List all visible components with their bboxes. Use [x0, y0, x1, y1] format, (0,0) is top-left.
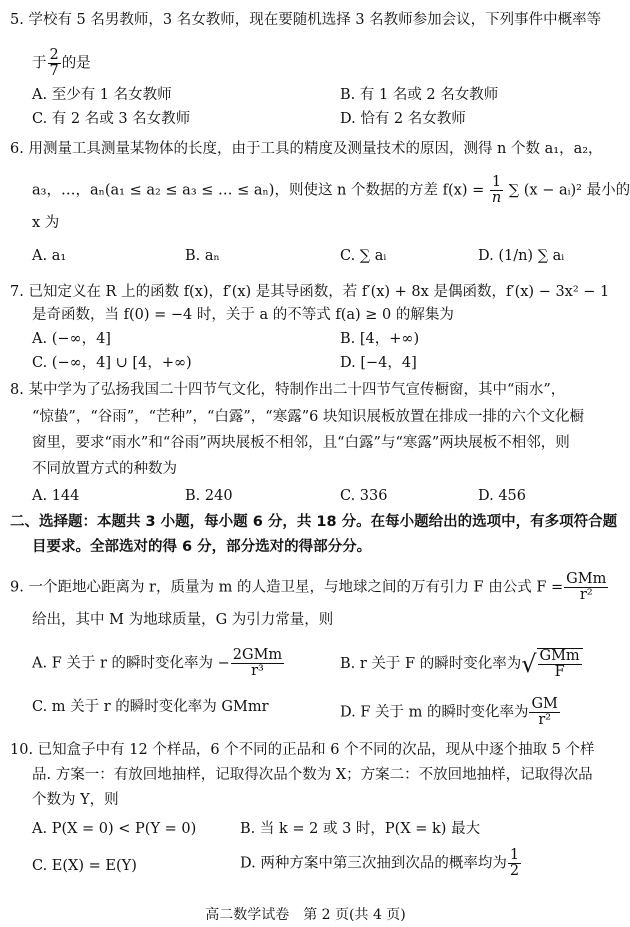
q9-option-d-numerator: GM: [531, 696, 558, 712]
q7-option-c: C. (−∞，4] ∪ [4，+∞): [32, 355, 192, 371]
q9-formula-denominator: r²: [579, 587, 593, 604]
q9-option-b-sqrt: √ $\frac{\text{GMm}}{F}$: [521, 648, 582, 680]
q9-option-b-numerator: GMm: [539, 648, 580, 664]
q8-stem-line2: “惊蛰”，“谷雨”，“芒种”，“白露”，“寒露”6 块知识展板放置在排成一排的六个文化橱: [32, 409, 584, 425]
q6-option-c: C. ∑ aᵢ: [340, 248, 387, 264]
q10-option-a: A. P(X = 0) < P(Y = 0): [32, 821, 197, 837]
q9-stem-line1: [10, 572, 609, 603]
q10-stem-line2: 品. 方案一：有放回地抽样，记取得次品个数为 X；方案二：不放回地抽样，记取得次品: [32, 767, 593, 783]
q7-option-b: B. [4，+∞): [340, 331, 420, 347]
q10-option-d-text: D. 两种方案中第三次抽到次品的概率均为: [240, 855, 507, 872]
q6-option-d: D. (1/n) ∑ aᵢ: [478, 248, 565, 264]
q8-option-d: D. 456: [478, 488, 527, 504]
q5-frac-numerator: 2: [49, 47, 59, 63]
q9-option-a-numerator: 2GMm: [232, 647, 283, 663]
q6-stem-line2: [32, 175, 630, 206]
q10-option-c: C. E(X) = E(Y): [32, 858, 137, 874]
q8-option-b: B. 240: [185, 488, 233, 504]
q10-option-d-numerator: 1: [509, 847, 520, 863]
q8-stem-line3: 窗里，要求“雨水”和“谷雨”两块展板不相邻，且“白露”与“寒露”两块展板不相邻，则: [32, 435, 570, 451]
q7-option-d: D. [−4，4]: [340, 355, 417, 371]
q8-option-c: C. 336: [340, 488, 388, 504]
q5-stem-pre: 于: [32, 55, 47, 72]
q9-option-d-fraction: [529, 697, 559, 728]
q10-option-d-fraction: [508, 848, 521, 879]
q9-option-a-fraction: [231, 648, 284, 679]
section2-heading-line2: 目要求。全部选对的得 6 分，部分选对的得部分分。: [32, 539, 372, 555]
q6-one-over-n: $\frac{1}{n}$: [491, 174, 502, 207]
q8-stem-line1: 8. 某中学为了弘扬我国二十四节气文化，特制作出二十四节气宣传橱窗，其中“雨水”，: [10, 382, 566, 398]
q6-stem-part-b: ∑ (x − aᵢ)² 最小的: [508, 182, 630, 199]
q9-option-b: [340, 648, 583, 680]
q8-option-a: A. 144: [32, 488, 80, 504]
q6-stem-part-a: a₃，…，aₙ(a₁ ≤ a₂ ≤ a₃ ≤ … ≤ aₙ)，则使这 n 个数据的方差 f(x) =: [32, 182, 485, 199]
q6-option-b: B. aₙ: [185, 248, 220, 264]
q9-option-d-denominator: r²: [538, 712, 552, 729]
q9-option-d-text: D. F 关于 m 的瞬时变化率为: [340, 704, 529, 721]
q6-stem-line3: x 为: [32, 215, 60, 231]
q9-option-a: [32, 648, 285, 679]
q7-stem-line2: 是奇函数，当 f(0) = −4 时，关于 a 的不等式 f(a) ≥ 0 的解集为: [32, 307, 454, 323]
q5-stem-post: 的是: [61, 55, 91, 72]
q5-option-b: B. 有 1 名或 2 名女教师: [340, 87, 499, 103]
section2-heading-line1: 二、选择题：本题共 3 小题，每小题 6 分，共 18 分。在每小题给出的选项中，有多项符合题: [10, 514, 618, 530]
q5-option-c: C. 有 2 名或 3 名女教师: [32, 111, 191, 127]
q6-stem-line1: 6. 用测量工具测量某物体的长度，由于工具的精度及测量技术的原因，测得 n 个数 a₁，a₂，: [10, 141, 603, 157]
q5-fraction: [48, 48, 61, 79]
q5-option-a: A. 至少有 1 名女教师: [32, 87, 172, 103]
q9-option-b-denominator: F: [554, 664, 565, 681]
q9-stem-text: 9. 一个距地心距离为 r，质量为 m 的人造卫星，与地球之间的万有引力 F 由公式 F =: [10, 579, 564, 596]
q10-option-d: [240, 848, 522, 879]
q9-option-b-text: B. r 关于 F 的瞬时变化率为: [340, 656, 522, 673]
q5-stem-line2: [32, 48, 91, 79]
q10-option-d-denominator: 2: [509, 863, 520, 880]
q10-stem-line1: 10. 已知盒子中有 12 个样品，6 个不同的正品和 6 个不同的次品，现从中逐个抽取 5 个样: [10, 742, 595, 758]
q5-frac-denominator: 7: [49, 63, 59, 80]
q7-stem-line1: 7. 已知定义在 R 上的函数 f(x)，f′(x) 是其导函数，若 f′(x) + 8x 是偶函数，f′(x) − 3x² − 1: [10, 284, 610, 300]
q9-option-a-text: A. F 关于 r 的瞬时变化率为 −: [32, 655, 230, 672]
page-footer: 高二数学试卷 第 2 页(共 4 页): [205, 907, 406, 923]
q5-stem-line1: 5. 学校有 5 名男教师，3 名女教师，现在要随机选择 3 名教师参加会议，下列事件中概率等: [10, 12, 602, 28]
q9-option-d: [340, 697, 561, 728]
q9-stem-line2: 给出，其中 M 为地球质量，G 为引力常量，则: [32, 612, 334, 628]
q9-formula-fraction: [564, 572, 608, 603]
q5-option-d: D. 恰有 2 名女教师: [340, 111, 466, 127]
q10-option-b: B. 当 k = 2 或 3 时，P(X = k) 最大: [240, 821, 481, 837]
q9-formula-numerator: GMm: [566, 571, 607, 587]
q10-stem-line3: 个数为 Y，则: [32, 792, 119, 808]
q8-stem-line4: 不同放置方式的种数为: [32, 461, 177, 477]
q9-option-c: C. m 关于 r 的瞬时变化率为 GMmr: [32, 699, 269, 715]
q6-option-a: A. a₁: [32, 248, 67, 264]
q7-option-a: A. (−∞，4]: [32, 331, 111, 347]
q9-option-a-denominator: r³: [251, 663, 264, 680]
